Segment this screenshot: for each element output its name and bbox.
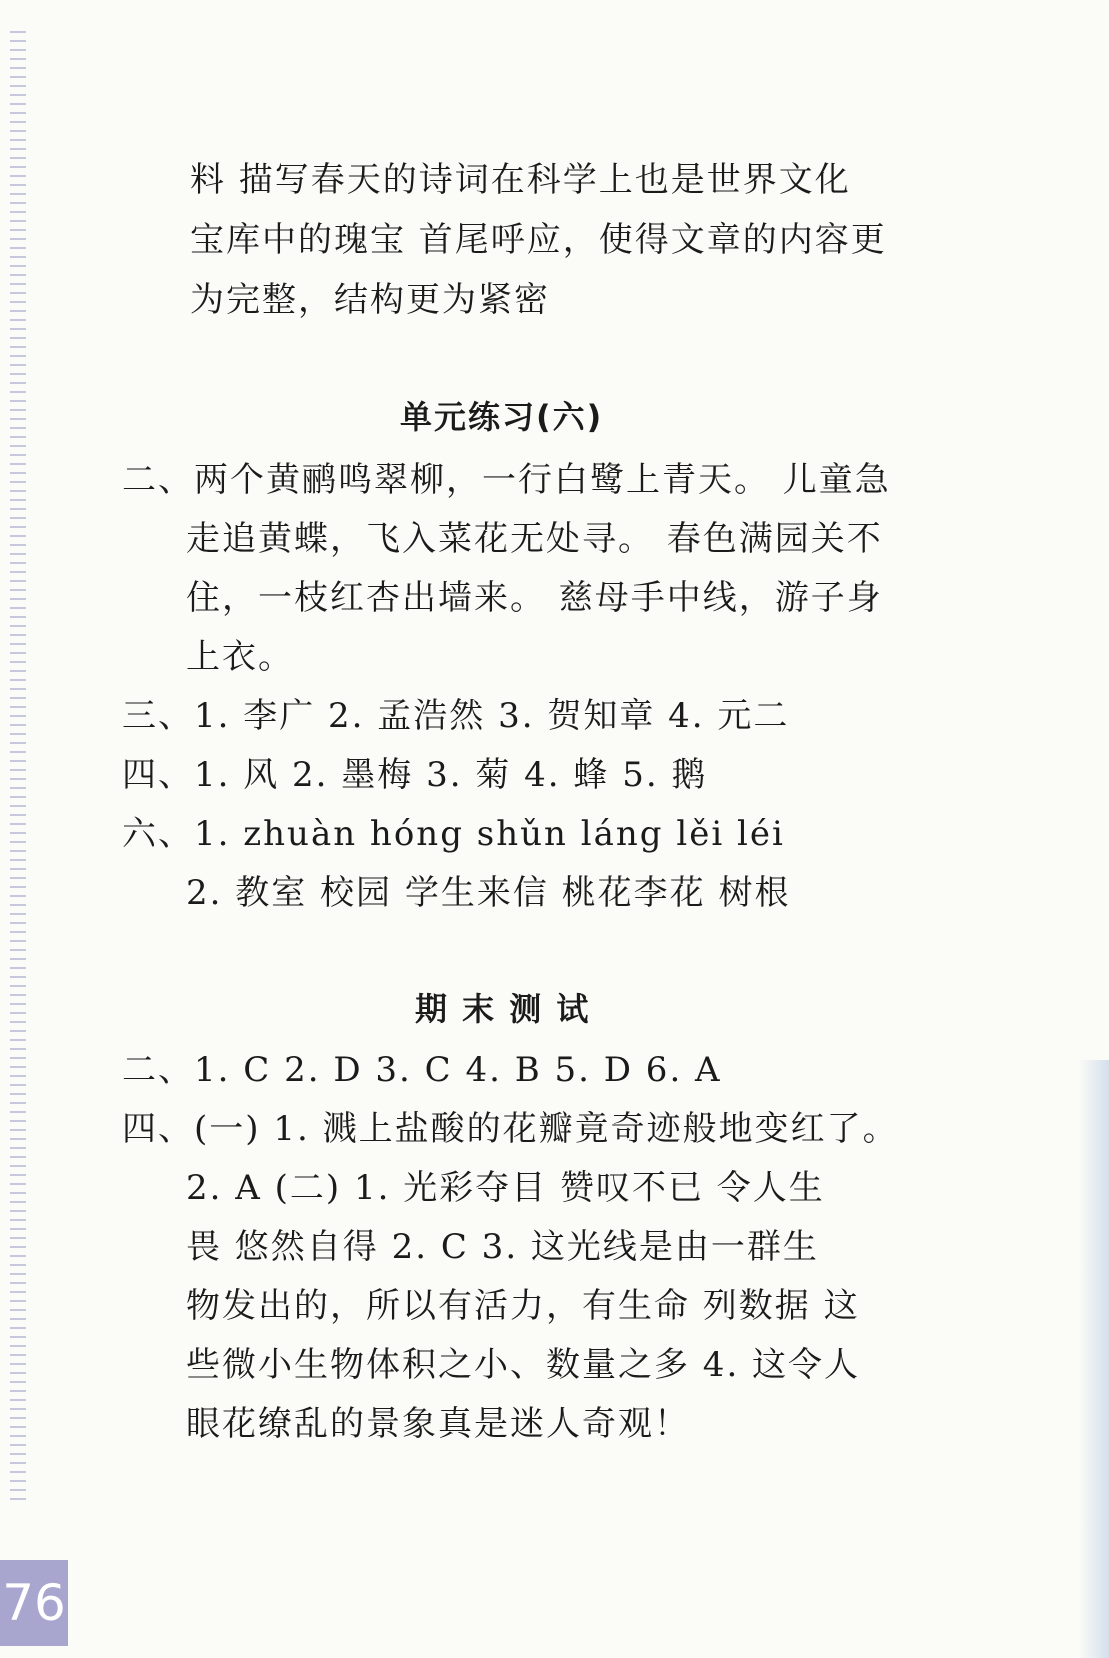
answer-line: 三、1. 李广 2. 孟浩然 3. 贺知章 4. 元二: [122, 696, 790, 736]
decorative-border: [10, 30, 26, 1500]
answer-line: 四、1. 风 2. 墨梅 3. 菊 4. 蜂 5. 鹅: [122, 755, 708, 795]
answer-line: 六、1. zhuàn hóng shǔn láng lěi léi: [122, 814, 785, 854]
answer-line: 料 描写春天的诗词在科学上也是世界文化: [190, 160, 851, 200]
answer-line: 四、(一) 1. 溅上盐酸的花瓣竟奇迹般地变红了。: [122, 1109, 899, 1149]
answer-line: 些微小生物体积之小、数量之多 4. 这令人: [186, 1345, 861, 1385]
answer-line: 物发出的，所以有活力，有生命 列数据 这: [186, 1286, 860, 1326]
answer-line: 畏 悠然自得 2. C 3. 这光线是由一群生: [186, 1227, 819, 1267]
answer-line: 眼花缭乱的景象真是迷人奇观！: [186, 1404, 690, 1444]
answer-line: 住，一枝红杏出墙来。 慈母手中线，游子身: [186, 578, 883, 618]
answer-line: 宝库中的瑰宝 首尾呼应，使得文章的内容更: [190, 220, 887, 260]
answer-line: 为完整，结构更为紧密: [190, 280, 550, 320]
section-title-unit6: 单元练习(六): [400, 398, 604, 436]
page-edge-shadow: [1079, 1060, 1109, 1658]
page-number: 76: [0, 1560, 68, 1646]
answer-line: 走追黄蝶，飞入菜花无处寻。 春色满园关不: [186, 519, 883, 559]
answer-line: 二、两个黄鹂鸣翠柳，一行白鹭上青天。 儿童急: [122, 460, 891, 500]
answer-line: 2. A (二) 1. 光彩夺目 赞叹不已 令人生: [186, 1168, 825, 1208]
answer-line: 二、1. C 2. D 3. C 4. B 5. D 6. A: [122, 1050, 722, 1090]
answer-line: 2. 教室 校园 学生来信 桃花李花 树根: [186, 873, 791, 913]
answer-line: 上衣。: [186, 637, 294, 677]
section-title-final-test: 期 末 测 试: [415, 990, 591, 1028]
